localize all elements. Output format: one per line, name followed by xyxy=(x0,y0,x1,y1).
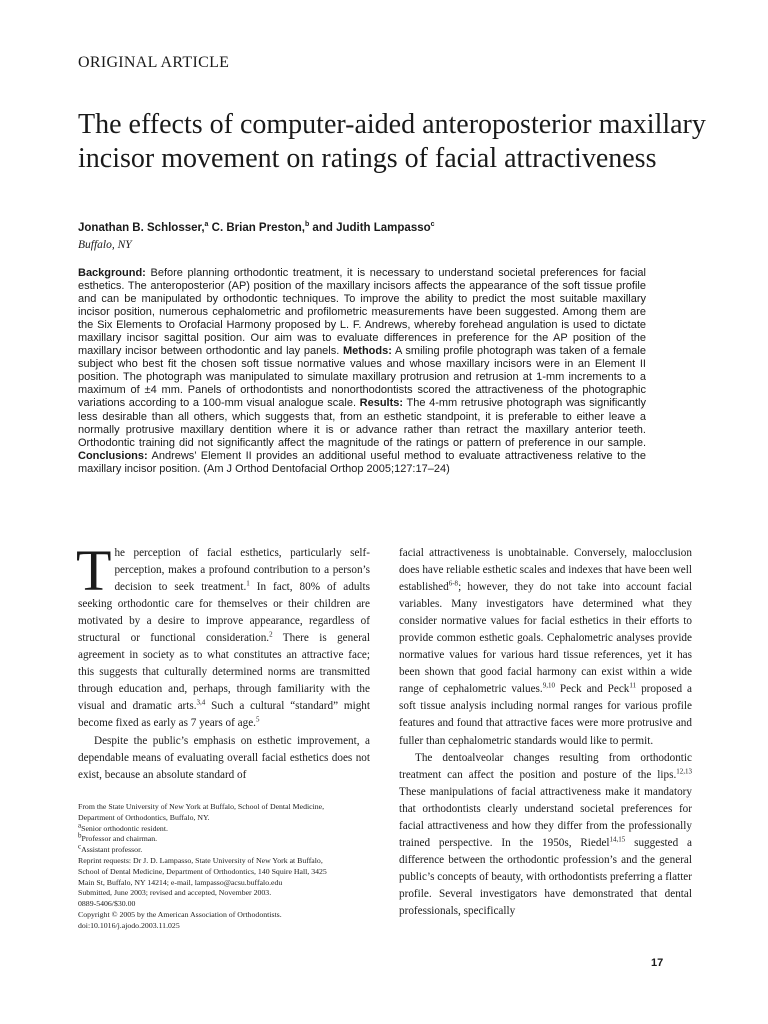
body-text: These manipulations of facial attractiveness make it mandatory that orthodontists clearly understand societal preferences for facial attractiveness and how they differ from the professionally trained perspective. In the 1950s, Riedel xyxy=(399,785,692,849)
body-text: Such a cultural “standard” might become fixed as early as 7 years of age. xyxy=(78,700,370,730)
abstract-methods-label: Methods: xyxy=(343,345,392,358)
citation-ref[interactable]: 14,15 xyxy=(609,835,626,844)
footnote-reprint: Reprint requests: Dr J. D. Lampasso, State University of New York at Buffalo, xyxy=(78,855,323,865)
body-text: Peck and Peck xyxy=(554,683,630,696)
footnotes xyxy=(78,802,388,932)
abstract-conclusions-text: Andrews’ Element II provides an additional useful method to evaluate attractiveness relative to the maxillary incisor position. (Am J Orthod Dentofacial Orthop 2005;127:17–24) xyxy=(78,449,646,475)
author-name: C. Brian Preston, xyxy=(208,222,305,234)
footnote-mark: c xyxy=(78,842,82,851)
body-text: suggested a difference between the orthodontic profession’s and the general public’s concepts of beauty, with orthodontists preferring a flatter profile. Several investigators have demonstrated that dental professionals, specifically xyxy=(399,836,692,917)
abstract xyxy=(78,267,646,476)
body-text: facial attractiveness is unobtainable. Conversely, malocclusion does have reliable esthetic scales and indexes that have been well established xyxy=(399,547,692,594)
footnote-text: Senior orthodontic resident. xyxy=(81,823,168,833)
footnote-text: Assistant professor. xyxy=(81,845,143,855)
footnote-note xyxy=(78,821,388,835)
footnote-text: Professor and chairman. xyxy=(81,834,158,844)
body-text: In fact, 80% of adults seeking orthodontic care for themselves or their children are motivated by a desire to improve appearance, regardless of structural or functional consideration. xyxy=(78,581,371,645)
author-name: and Judith Lampasso xyxy=(309,222,431,234)
body-paragraph: Despite the public’s emphasis on esthetic improvement, a dependable means of evaluating overall facial esthetics does not exist, because an absolute standard of xyxy=(78,734,370,781)
citation-ref[interactable]: 11 xyxy=(629,681,637,690)
footnote-copyright: Copyright © 2005 by the American Association of Orthodontists. xyxy=(78,909,282,919)
footnote-note xyxy=(78,831,388,845)
author-mark: b xyxy=(304,221,310,229)
body-text: The dentoalveolar changes resulting from orthodontic treatment can affect the position and posture of the lips. xyxy=(399,751,692,781)
footnote-submitted: Submitted, June 2003; revised and accepted, November 2003. xyxy=(78,888,272,898)
author-name: Jonathan B. Schlosser, xyxy=(78,222,205,234)
footnote-doi[interactable]: doi:10.1016/j.ajodo.2003.11.025 xyxy=(78,920,180,930)
body-paragraph xyxy=(399,750,692,920)
citation-ref[interactable]: 1 xyxy=(246,579,250,588)
abstract-background-label: Background: xyxy=(78,267,146,279)
abstract-background-text: Before planning orthodontic treatment, it is necessary to understand societal preferences for facial esthetics. The anteroposterior (AP) position of the maxillary incisors affects the appearance of the soft tissue profile and can be manipulated by orthodontic techniques. To improve the ability to predict the most suitable maxillary incisor position, numerous cephalometric and profilometric measurements have been suggested. Among them are the Six Elements to Orofacial Harmony proposed by L. F. Andrews, whereby forehead angulation is used to dictate maxillary incisor sagittal position. Our aim was to evaluate differences in preference for the AP position of the maxillary incisor between orthodontic and lay panels. xyxy=(78,267,646,358)
abstract-methods-text: A smiling profile photograph was taken of a female subject who best fit the chosen soft tissue normative values and whose maxillary incisors were in an Element II position. The photograph was manipulated to simulate maxillary protrusion and retrusion at 1-mm increments to a maximum of ±4 mm. Panels of orthodontists and nonorthodontists scored the attractiveness of the photographic variations according to a 100-mm visual analogue scale. xyxy=(78,345,646,410)
author-location: Buffalo, NY xyxy=(78,239,132,251)
article-title: The effects of computer-aided anteroposterior maxillary incisor movement on ratings of facial attractiveness xyxy=(78,109,706,174)
body-text: There is general agreement in society as to what constitutes an attractive face; this suggests that culturally determined norms are transmitted through education and, perhaps, through familiarity with the visual and dramatic arts. xyxy=(78,632,370,713)
footnote-affiliation: Department of Orthodontics, Buffalo, NY. xyxy=(78,812,210,822)
footnote-mark: a xyxy=(78,821,82,829)
abstract-results-label: Results: xyxy=(359,397,404,410)
body-text: he perception of facial esthetics, particularly self-perception, makes a profound contribution to a person’s decision to seek treatment. xyxy=(114,547,370,594)
citation-ref[interactable]: 3,4 xyxy=(196,698,206,707)
footnote-mark: b xyxy=(78,831,82,840)
citation-ref[interactable]: 2 xyxy=(269,630,273,639)
abstract-conclusions-label: Conclusions: xyxy=(78,449,148,462)
body-column-left xyxy=(76,538,371,784)
drop-cap: T xyxy=(76,538,112,603)
footnote-affiliation: From the State University of New York at Buffalo, School of Dental Medicine, xyxy=(78,802,325,811)
citation-ref[interactable]: 6-8 xyxy=(448,579,459,588)
page-number: 17 xyxy=(651,957,664,969)
footnote-issn: 0889-5406/$30.00 xyxy=(78,899,136,909)
body-column-right xyxy=(399,545,692,920)
citation-ref[interactable]: 5 xyxy=(255,715,260,724)
footnote-reprint: School of Dental Medicine, Department of Orthodontics, 140 Squire Hall, 3425 xyxy=(78,866,327,876)
author-mark: a xyxy=(204,221,209,229)
citation-ref[interactable]: 9,10 xyxy=(542,681,555,690)
abstract-results-text: The 4-mm retrusive photograph was significantly less desirable than all others, which suggests that, from an esthetic standpoint, it is preferable to either leave a normally protrusive maxillary dentition where it is or advance rather than retract the maxillary anterior teeth. Orthodontic training did not significantly affect the magnitude of the ratings or pattern of preference in our sample. xyxy=(78,397,646,449)
citation-ref[interactable]: 12,13 xyxy=(676,766,692,775)
author-mark: c xyxy=(430,221,435,229)
footnote-reprint-email[interactable]: Main St, Buffalo, NY 14214; e-mail, lampasso@acsu.buffalo.edu xyxy=(78,877,283,887)
body-text: ; however, they do not take into account facial variables. Many investigators have determined what they consider normative values for facial esthetics in their efforts to provide common esthetic goals. Cephalometric analyses provide normative values for various hard tissue references, yet it has been shown that good facial harmony can exist within a wide range of cephalometric values. xyxy=(399,581,692,696)
author-list xyxy=(78,222,435,234)
body-paragraph xyxy=(399,545,692,750)
body-paragraph xyxy=(76,538,371,733)
body-text: proposed a soft tissue analysis including normal ranges for various profile features and found that attractive faces were more protrusive and fuller than cephalometric standards would like to permit. xyxy=(399,683,692,747)
footnote-note xyxy=(78,842,388,856)
section-label: ORIGINAL ARTICLE xyxy=(78,54,230,71)
